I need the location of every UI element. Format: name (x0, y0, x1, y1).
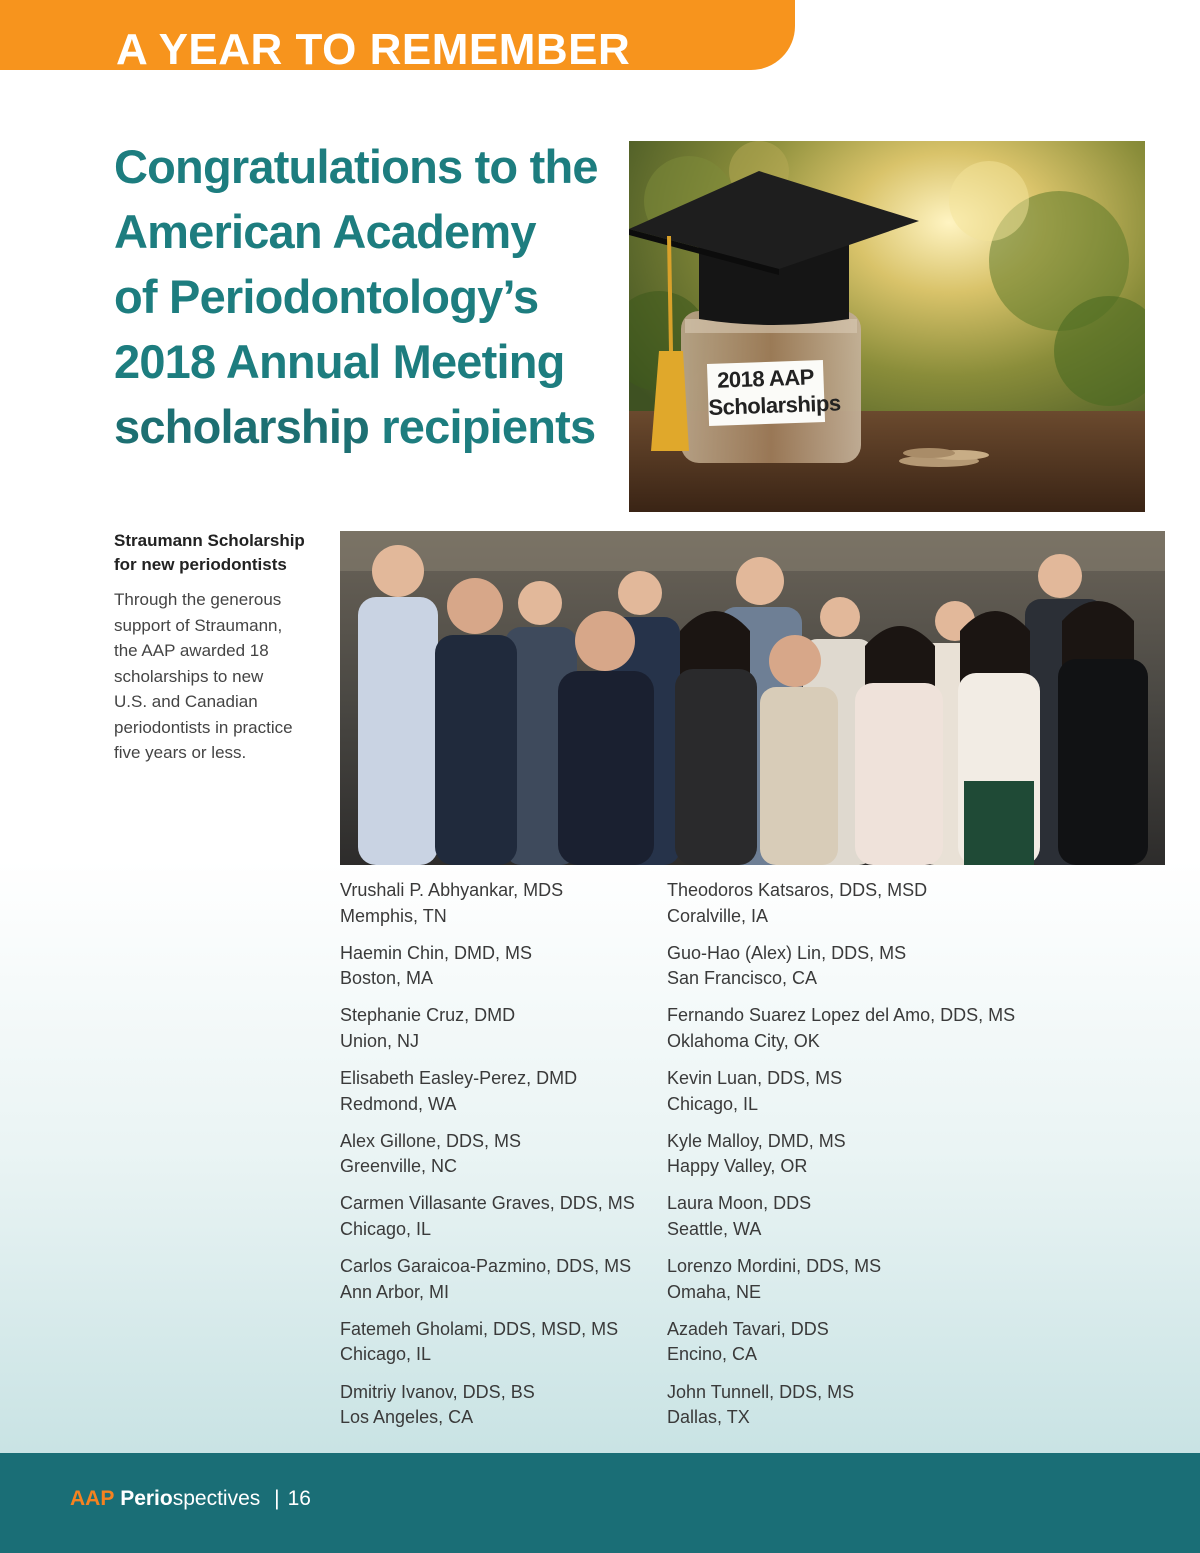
recipient-name: Haemin Chin, DMD, MS (340, 942, 533, 963)
recipient-name: Vrushali P. Abhyankar, MDS (340, 880, 564, 900)
list-item (667, 1129, 1027, 1192)
list-item (667, 1066, 1027, 1129)
list-item (667, 941, 1027, 1004)
sidebar-body-line: periodontists in practice (114, 717, 293, 737)
list-item (340, 1066, 660, 1129)
sidebar-body-line: the AAP awarded 18 (114, 641, 269, 660)
recipient-name: Lorenzo Mordini, DDS, MS (667, 1256, 882, 1277)
sidebar-body (114, 587, 314, 766)
sidebar-heading-line-1: Straumann Scholarship (114, 531, 305, 550)
recipient-location: Memphis, TN (340, 905, 447, 926)
recipient-location: Chicago, IL (667, 1093, 759, 1114)
recipient-location: Los Angeles, CA (340, 1407, 474, 1427)
sidebar-body-line: Through the generous (114, 590, 282, 609)
headline-line-3: of Periodontology’s (114, 270, 539, 323)
list-item (340, 878, 660, 941)
list-item (340, 941, 660, 1004)
hero-photo (629, 141, 1145, 512)
recipient-name: Fernando Suarez Lopez del Amo, DDS, MS (667, 1005, 1016, 1026)
group-photo-illustration (340, 531, 1165, 865)
recipient-location: Encino, CA (667, 1344, 758, 1365)
list-item (340, 1317, 660, 1380)
recipient-location: Seattle, WA (667, 1218, 762, 1239)
graduation-jar-illustration (629, 141, 1145, 512)
headline-line-1: Congratulations to the (114, 140, 598, 193)
recipient-name: Dmitriy Ivanov, DDS, BS (340, 1381, 535, 1402)
recipient-name: Theodoros Katsaros, DDS, MSD (667, 880, 928, 900)
list-item (667, 878, 1027, 941)
recipient-name: Carmen Villasante Graves, DDS, MS (340, 1193, 635, 1214)
headline (114, 134, 614, 459)
headline-line-5 (114, 394, 614, 459)
recipient-location: Boston, MA (340, 968, 434, 989)
recipients-left-column (340, 878, 660, 1442)
recipient-location: Redmond, WA (340, 1093, 457, 1114)
recipient-name: Azadeh Tavari, DDS (667, 1318, 829, 1339)
list-item (667, 1380, 1027, 1443)
recipient-name: Carlos Garaicoa-Pazmino, DDS, MS (340, 1256, 632, 1277)
recipient-location: Oklahoma City, OK (667, 1030, 820, 1051)
sidebar-body-line: support of Straumann, (114, 615, 283, 635)
recipient-location: Chicago, IL (340, 1344, 432, 1365)
sidebar-body-line: scholarships to new (114, 666, 264, 686)
recipient-location: Chicago, IL (340, 1218, 432, 1239)
recipient-location: Union, NJ (340, 1030, 420, 1051)
list-item (667, 1191, 1027, 1254)
recipient-name: Fatemeh Gholami, DDS, MSD, MS (340, 1318, 619, 1339)
sidebar-heading (114, 529, 324, 577)
list-item (340, 1003, 660, 1066)
headline-line-4: 2018 Annual Meeting (114, 335, 565, 388)
headline-line-5-rest: recipients (369, 400, 596, 453)
recipients-right-column (667, 878, 1027, 1442)
jar-label-line-1: 2018 AAP (716, 364, 815, 393)
list-item (667, 1003, 1027, 1066)
list-item (667, 1317, 1027, 1380)
recipient-location: San Francisco, CA (667, 968, 818, 989)
group-photo (340, 531, 1165, 865)
recipient-name: Guo-Hao (Alex) Lin, DDS, MS (667, 942, 907, 963)
list-item (667, 1254, 1027, 1317)
recipient-location: Coralville, IA (667, 905, 769, 926)
recipient-name: Kyle Malloy, DMD, MS (667, 1130, 846, 1151)
list-item (340, 1254, 660, 1317)
recipient-name: Stephanie Cruz, DMD (340, 1005, 516, 1026)
footer-branding (70, 1485, 311, 1513)
section-banner (0, 0, 795, 70)
recipient-name: Laura Moon, DDS (667, 1193, 812, 1214)
brand-perio: Perio (120, 1487, 173, 1510)
recipient-location: Dallas, TX (667, 1407, 750, 1427)
recipient-location: Omaha, NE (667, 1281, 762, 1302)
recipient-name: Alex Gillone, DDS, MS (340, 1130, 522, 1151)
jar-label (707, 360, 841, 426)
headline-line-2: American Academy (114, 205, 536, 258)
footer-separator: | (274, 1487, 280, 1510)
section-title: A YEAR TO REMEMBER (116, 25, 631, 70)
sidebar-body-line: five years or less. (114, 743, 247, 762)
recipient-location: Greenville, NC (340, 1156, 458, 1177)
brand-aap: AAP (70, 1487, 115, 1510)
recipient-name: Elisabeth Easley-Perez, DMD (340, 1068, 578, 1089)
jar-label-line-2: Scholarships (708, 390, 841, 421)
recipient-location: Ann Arbor, MI (340, 1281, 450, 1302)
list-item (340, 1380, 660, 1443)
sidebar-heading-line-2: for new periodontists (114, 555, 287, 574)
recipient-name: Kevin Luan, DDS, MS (667, 1068, 843, 1089)
headline-emphasis: scholarship (114, 400, 370, 453)
recipient-name: John Tunnell, DDS, MS (667, 1381, 855, 1402)
page-number: 16 (287, 1487, 311, 1510)
list-item (340, 1129, 660, 1192)
sidebar-body-line: U.S. and Canadian (114, 692, 258, 711)
list-item (340, 1191, 660, 1254)
recipient-location: Happy Valley, OR (667, 1156, 808, 1177)
brand-spectives: spectives (172, 1487, 261, 1510)
